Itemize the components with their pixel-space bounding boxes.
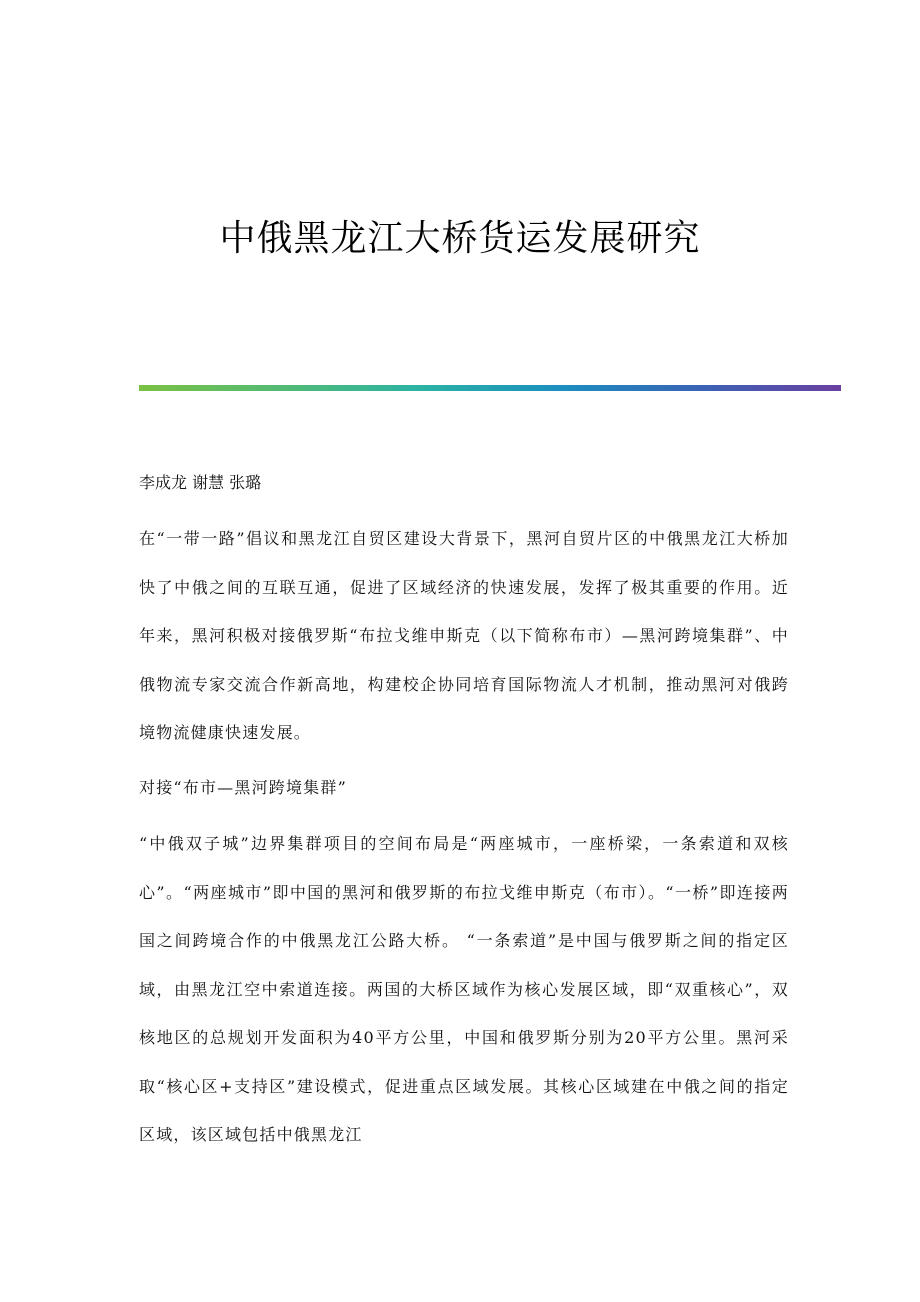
document-title: 中俄黑龙江大桥货运发展研究 [219,218,701,259]
title-divider [139,385,841,391]
author-line: 李成龙 谢慧 张璐 [139,473,262,492]
section-heading: 对接“布市—黑河跨境集群” [139,778,347,797]
intro-paragraph: 在“一带一路”倡议和黑龙江自贸区建设大背景下，黑河自贸片区的中俄黑龙江大桥加快了中俄之间的互联互通，促进了区域经济的快速发展，发挥了极其重要的作用。近年来，黑河积极对接俄罗斯“布拉戈维申斯克（以下简称布市）—黑河跨境集群”、中俄物流专家交流合作新高地，构建校企协同培育国际物流人才机制，推动黑河对俄跨境物流健康快速发展。 [139,529,789,742]
body-paragraph: “中俄双子城”边界集群项目的空间布局是“两座城市，一座桥梁，一条索道和双核心”。“两座城市”即中国的黑河和俄罗斯的布拉戈维申斯克（布市）。“一桥”即连接两国之间跨境合作的中俄黑龙江公路大桥。 “一条索道”是中国与俄罗斯之间的指定区域，由黑龙江空中索道连接。两国的大桥区域作为核心发展区域，即“双重核心”，双核地区的总规划开发面积为40平方公里，中国和俄罗斯分别为20平方公里。黑河采取“核心区+支持区”建设模式，促进重点区域发展。其核心区域建在中俄之间的指定区域，该区域包括中俄黑龙江 [139,834,789,1144]
